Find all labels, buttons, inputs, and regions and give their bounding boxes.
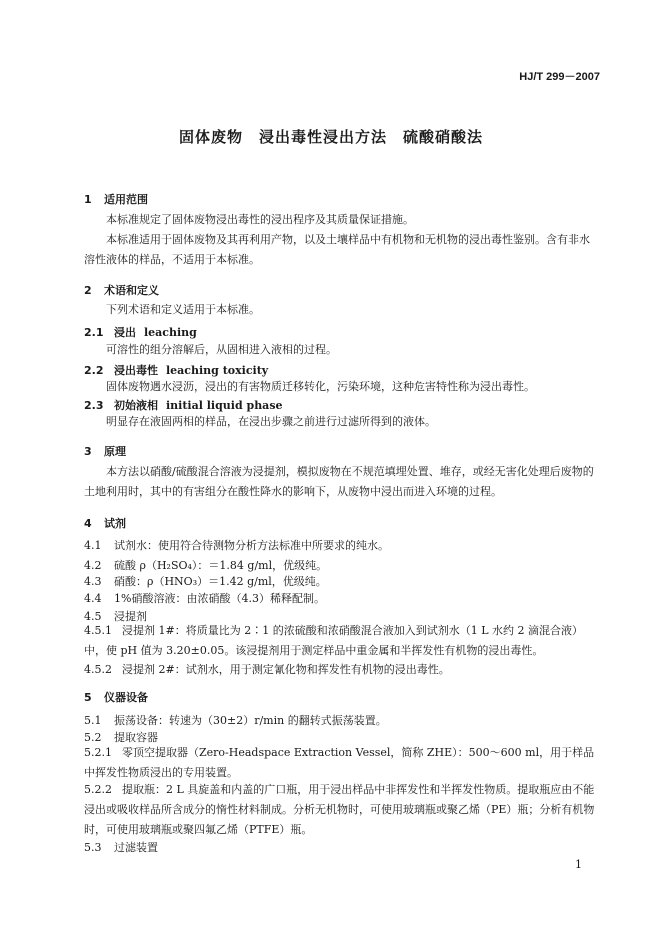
list-item [84,743,598,783]
section-number: 1 [84,193,92,206]
list-item [84,780,598,840]
term-number: 2.3 [84,399,104,412]
page-number: 1 [575,858,582,871]
item-number: 4.5.2 [84,663,112,676]
term-en: initial liquid phase [166,399,283,412]
section-title: 仪器设备 [104,691,148,704]
item-text: 浸提剂 2#：试剂水，用于测定氰化物和挥发性有机物的浸出毒性。 [122,663,450,676]
item-text: 1%硝酸溶液：由浓硝酸（4.3）稀释配制。 [114,592,325,605]
item-number: 5.1 [84,714,102,727]
item-text: 试剂水：使用符合待测物分析方法标准中所要求的纯水。 [114,539,389,552]
section-number: 3 [84,445,92,458]
section-number: 4 [84,517,92,530]
item-number: 4.5.1 [84,624,112,637]
section-title: 原理 [104,445,126,458]
list-item [84,537,389,553]
list-item [84,557,327,573]
item-number: 4.1 [84,539,102,552]
standard-number: HJ/T 299－2007 [519,71,600,83]
term-zh: 浸出毒性 [114,364,158,377]
item-number: 5.2.2 [84,783,112,796]
item-text: 硝酸：ρ（HNO₃）＝1.42 g/ml，优级纯。 [114,575,327,588]
section-1-heading [84,191,148,207]
term-heading [84,324,197,340]
term-definition: 固体废物遇水浸沥，浸出的有害物质迁移转化，污染环境，这种危害特性称为浸出毒性。 [106,380,535,393]
term-en: leaching [144,326,197,339]
item-text: 提取瓶：2 L 具旋盖和内盖的广口瓶，用于浸出样品中非挥发性和半挥发性物质。提取瓶应由不能浸出或吸收样品所含成分的惰性材料制成。分析无机物时，可使用玻璃瓶或聚乙烯（PE）瓶；分析有机物时，可使用玻璃瓶或聚四氟乙烯（PTFE）瓶。 [84,783,595,836]
item-number: 4.4 [84,592,102,605]
section-5-heading [84,689,148,705]
section-title: 试剂 [104,517,126,530]
section-3-heading [84,443,126,459]
section-title: 术语和定义 [104,284,159,297]
paragraph: 本标准适用于固体废物及其再利用产物，以及土壤样品中有机物和无机物的浸出毒性鉴别。含有非水溶性液体的样品，不适用于本标准。 [84,233,590,266]
term-definition: 明显存在液固两相的样品，在浸出步骤之前进行过滤所得到的液体。 [106,415,436,428]
term-number: 2.1 [84,326,104,339]
term-number: 2.2 [84,364,104,377]
list-item [84,590,325,606]
item-number: 5.2.1 [84,746,112,759]
paragraph: 下列术语和定义适用于本标准。 [106,303,260,316]
item-number: 4.3 [84,575,102,588]
section-title: 适用范围 [104,193,148,206]
item-text: 硫酸 ρ（H₂SO₄）：＝1.84 g/ml，优级纯。 [114,559,328,572]
list-item [84,573,327,589]
item-number: 5.2 [84,731,102,744]
list-item [84,712,387,728]
paragraph: 本方法以硝酸/硫酸混合溶液为浸提剂，模拟废物在不规范填埋处置、堆存，或经无害化处理后废物的土地利用时，其中的有害组分在酸性降水的影响下，从废物中浸出而进入环境的过程。 [84,465,594,498]
document-title: 固体废物 浸出毒性浸出方法 硫酸硝酸法 [178,128,483,146]
list-item [84,661,450,677]
item-number: 4.2 [84,559,102,572]
paragraph: 本标准规定了固体废物浸出毒性的浸出程序及其质量保证措施。 [106,213,414,226]
item-text: 浸提剂 1#：将质量比为 2∶1 的浓硫酸和浓硝酸混合液加入到试剂水（1 L 水约 2 滴混合液）中，使 pH 值为 3.20±0.05。该浸提剂用于测定样品中重金属和半挥发性有机物的浸出毒性。 [84,624,583,657]
term-heading [84,362,268,378]
item-text: 浸提剂 [114,610,147,623]
item-text: 过滤装置 [114,841,158,854]
term-heading [84,397,283,413]
term-zh: 浸出 [114,326,136,339]
item-number: 5.3 [84,841,102,854]
section-2-heading [84,282,159,298]
section-4-heading [84,515,126,531]
term-definition: 可溶性的组分溶解后，从固相进入液相的过程。 [106,343,337,356]
list-item [84,839,158,855]
list-item [84,621,598,661]
item-text: 提取容器 [114,731,158,744]
term-zh: 初始液相 [114,399,158,412]
section-number: 2 [84,284,92,297]
section-number: 5 [84,691,92,704]
item-number: 4.5 [84,610,102,623]
term-en: leaching toxicity [166,364,269,377]
item-text: 振荡设备：转速为（30±2）r/min 的翻转式振荡装置。 [114,714,387,727]
item-text: 零顶空提取器（Zero-Headspace Extraction Vessel，简称 ZHE）：500～600 ml，用于样品中挥发性物质浸出的专用装置。 [84,746,595,779]
